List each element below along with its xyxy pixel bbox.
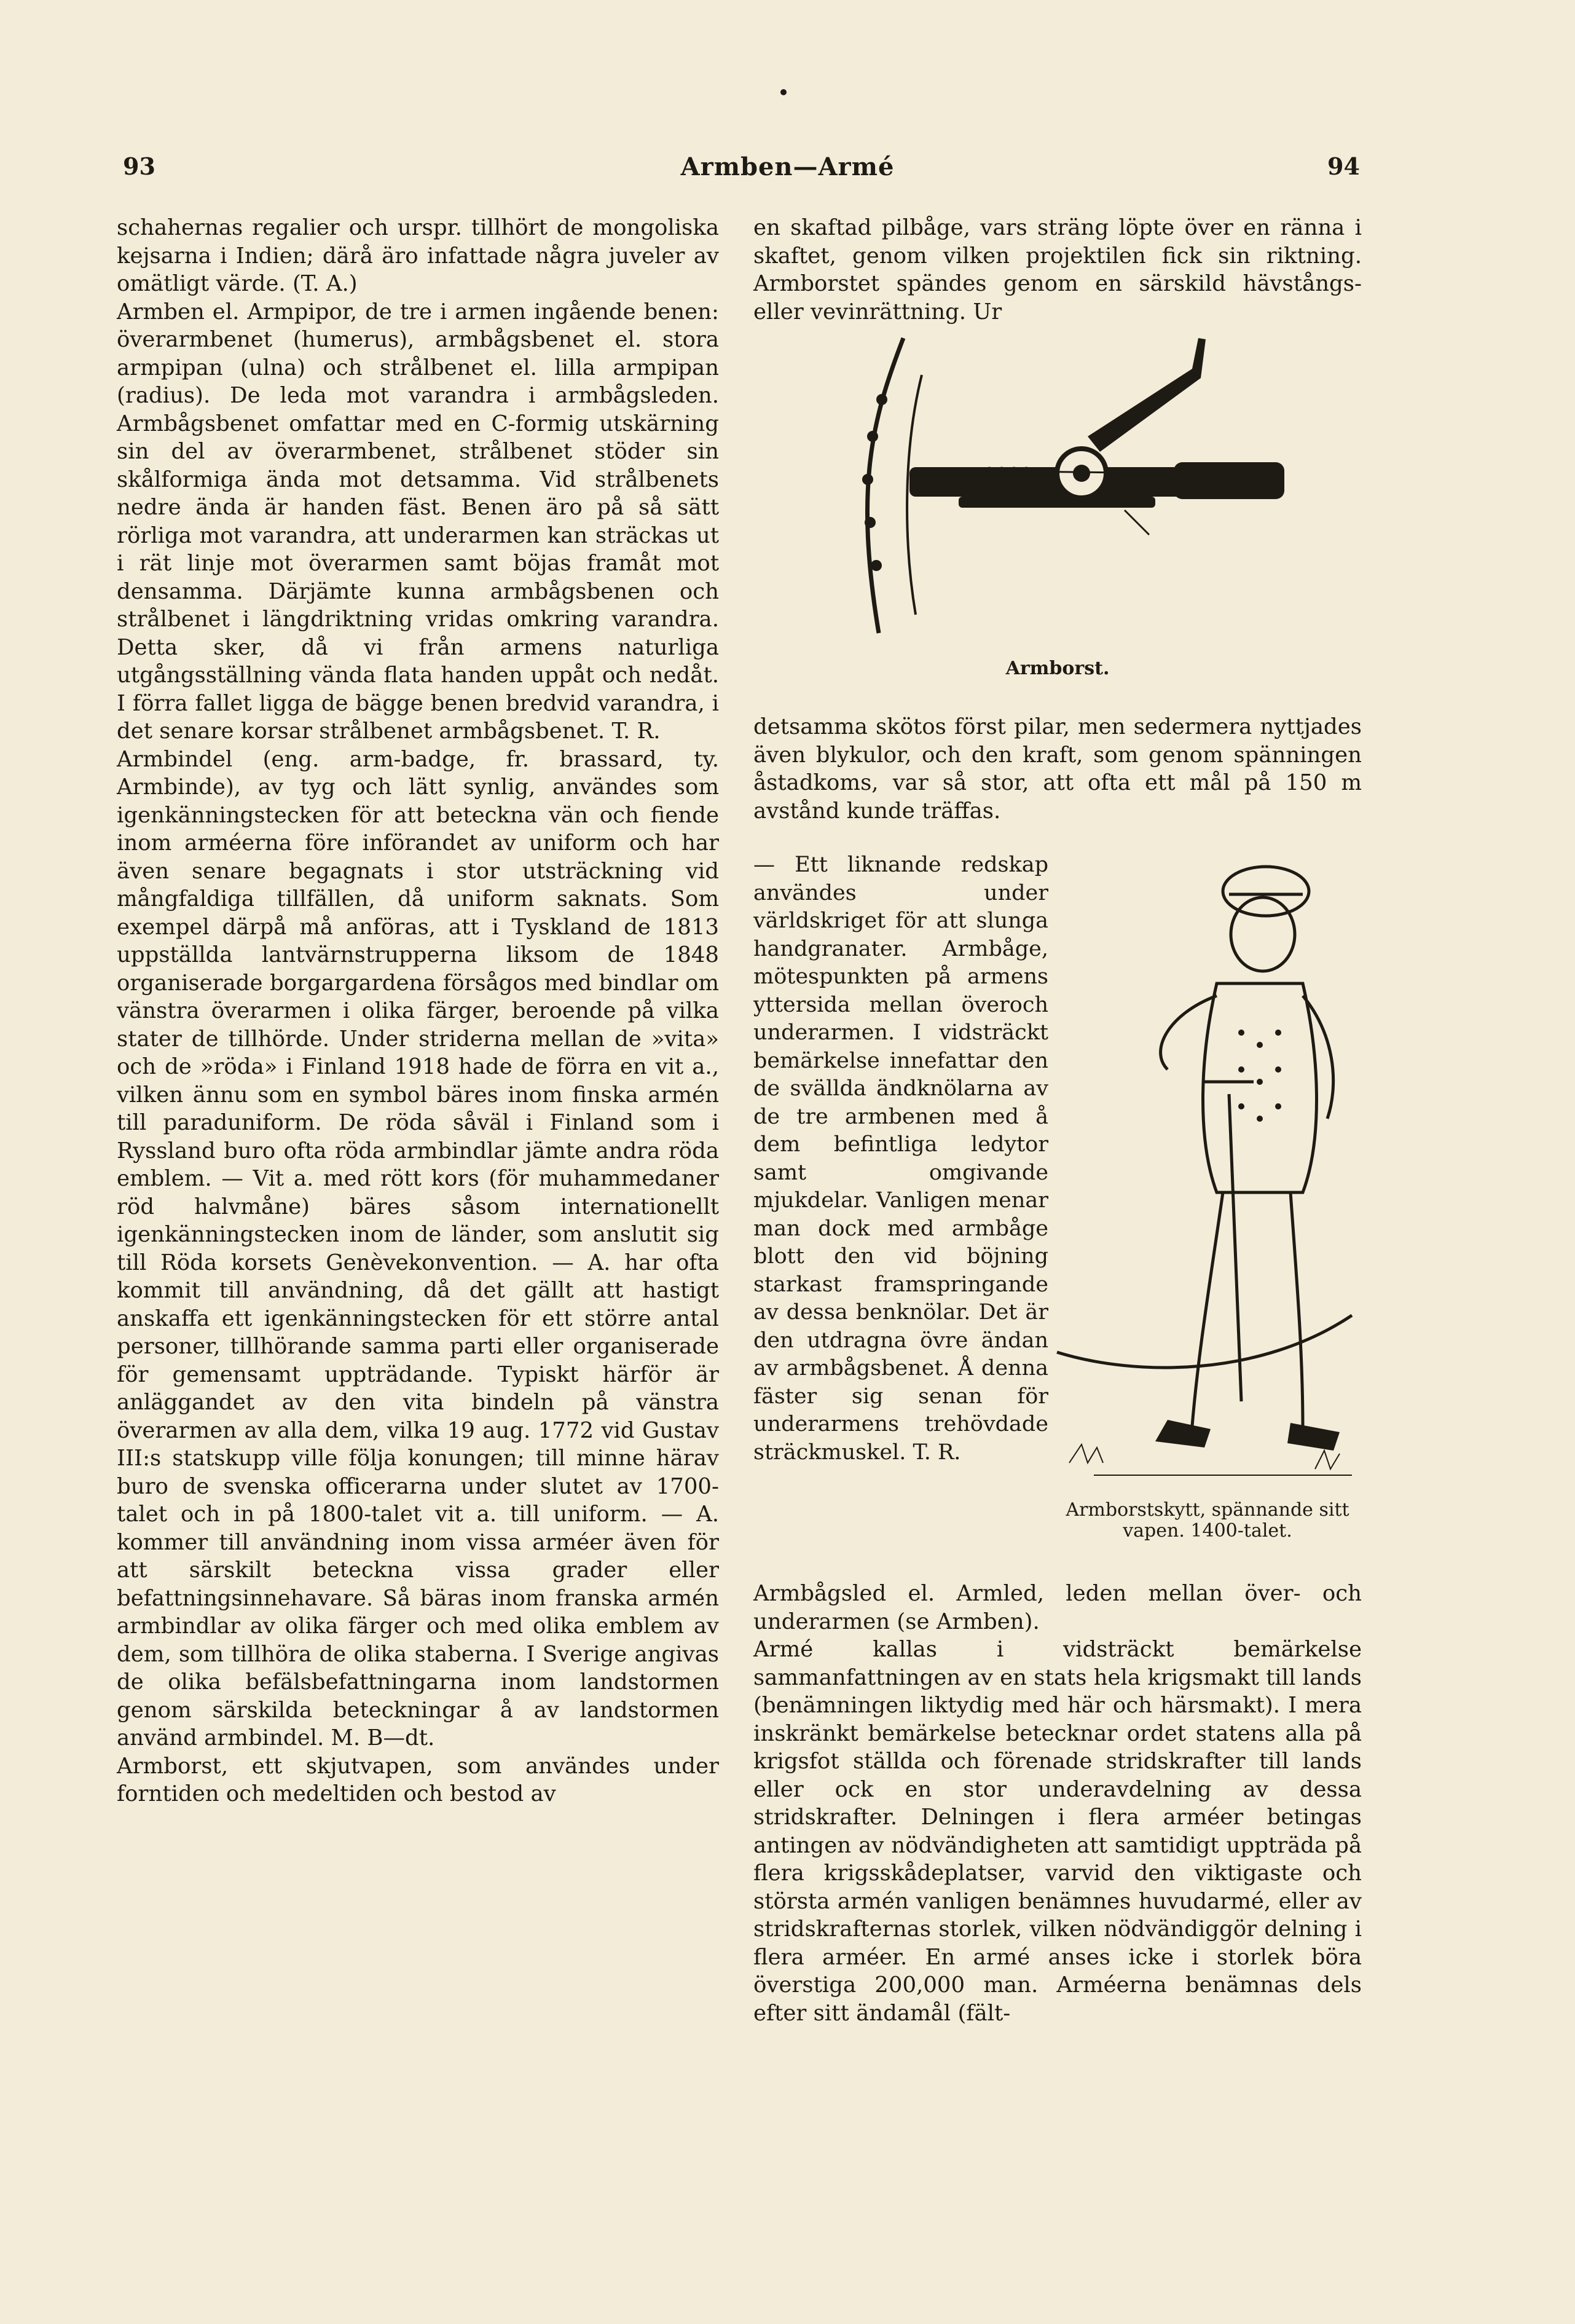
entry-armbindel: Armbindel (eng. arm-badge, fr. brassard, ty. Armbinde), av tyg och lätt synlig, användes som igenkänningstecken för att beteckna vän och fiende inom arméerna före införandet av uniform och har även senare begagnats i stor utsträckning vid mångfaldiga tillfällen, då uniform saknats. Som exempel därpå må anföras, att i Tyskland de 1813 uppställda lantvärnstrupperna liksom de 1848 organiserade borgargardena försågos med bindlar om vänstra överarmen i olika färger, beroende på vilka stater de tillhörde. Under striderna mellan de »vita» och de »röda» i Finland 1918 hade de förra en vit a., vilken ännu som en symbol bäres inom finska armén till paraduniform. De röda såväl i Finland som i Ryssland buro ofta röda armbindlar jämte andra röda emblem. — Vit a. med rött kors (för muhammedaner röd halvmåne) bäres såsom internationellt igenkänningstecken inom de länder, som anslutit sig till Röda korsets Genèvekonvention. — A. har ofta kommit till användning, då det gällt att hastigt anskaffa ett igenkänningstecken för ett större antal personer, tillhörande samma parti eller organiserade för gemensamt uppträdande. Typiskt härför är anläggandet av den vita bindeln på vänstra överarmen av alla dem, vilka 19 aug. 1772 vid Gustav III:s statskupp ville följa konungen; till minne härav buro de svenska officerarna under slutet av 1700-talet och in på 1800-talet vit a. till uniform. — A. kommer till användning inom vissa arméer även för att särskilt beteckna vissa grader eller befattningsinnehavare. Så bäras inom franska armén armbindlar av olika färger och med olika emblem av dem, som tillhöra de olika staberna. I Sverige angivas de olika befälsbefattningarna inom landstormen genom särskilda beteckningar å av landstormen använd armbindel. M. B—dt. — [117, 746, 719, 1751]
crossbow-illustration — [830, 326, 1297, 645]
right-column-middle — [753, 713, 1362, 825]
right-column-bottom — [753, 1580, 1362, 2027]
paragraph-armborst-continued: en skaftad pilbåge, vars sträng löpte över en ränna i skaftet, genom vilken projektilen fick sin riktning. Armborstet spändes genom en särskild hävstångs- eller vevinrättning. Ur — [753, 215, 1362, 325]
entry-arme: Armé kallas i vidsträckt bemärkelse sammanfattningen av en stats hela krigsmakt till lands (benämningen liktydig med här och härsmakt). I mera inskränkt bemärkelse betecknar ordet statens alla på krigsfot ställda och förenade stridskrafter till lands eller ock en stor underavdelning av dessa stridskrafter. Delningen i flera arméer betingas antingen av nödvändigheten att samtidigt uppträda på flera krigsskådeplatser, varvid den viktigaste och största armén vanligen benämnes huvudarmé, eller av stridskrafternas storlek, vilken nödvändiggör delning i flera arméer. En armé anses icke i storlek böra överstiga 200,000 man. Arméerna benämnas dels efter sitt ändamål (fält- — [753, 1637, 1362, 2026]
paragraph-armbage: — Ett liknande redskap användes under världskriget för att slunga handgranater. Armbåge, mötespunkten på armens yttersida mellan överoch underarmen. I vidsträckt bemärkelse innefattar den de svällda ändknölarna av de tre armbenen med å dem befintliga ledytor samt omgivande mjukdelar. Vanligen menar man dock med armbåge blott den vid böjning starkast framspringande av dessa benknölar. Det är den utdragna övre ändan av armbågsbenet. Å denna fäster sig senan för underarmens trehövdade sträckmuskel. T. R. — [753, 853, 1048, 1465]
crossbowman-illustration — [1045, 848, 1364, 1487]
entry-armborst: Armborst, ett skjutvapen, som användes under forntiden och medeltiden och bestod av — [117, 1753, 719, 1806]
left-column — [117, 214, 719, 1808]
crossbowman-caption: Armborstskytt, spännande sitt vapen. 1400-talet. — [1066, 1499, 1349, 1542]
crossbow-caption: Armborst. — [1005, 658, 1110, 679]
paragraph-schahernas: schahernas regalier och urspr. tillhört de mongoliska kejsarna i Indien; därå äro infattade några juveler av omätligt värde. (T. A.) — [117, 215, 719, 296]
paragraph-armborst-projectiles: detsamma skötos först pilar, men sedermera nyttjades även blykulor, och den kraft, som genom spänningen åstadkoms, var så stor, att ofta ett mål på 150 m avstånd kunde träffas. — [753, 714, 1362, 824]
right-column-narrow — [753, 851, 1048, 1467]
running-head: Armben—Armé — [680, 152, 895, 181]
right-column-top — [753, 214, 1362, 326]
page-number-right: 94 — [1327, 152, 1360, 180]
print-mark — [780, 89, 787, 95]
entry-armbagsled: Armbågsled el. Armled, leden mellan över- och underarmen (se Armben). — [753, 1581, 1362, 1634]
entry-armben: Armben el. Armpipor, de tre i armen ingående benen: överarmbenet (humerus), armbågsbenet el. stora armpipan (ulna) och strålbenet el. lilla armpipan (radius). De leda mot varandra i armbågsleden. Armbågsbenet omfattar med en C-formig utskärning sin del av överarmbenet, strålbenet stöder sin skålformiga ända mot detsamma. Vid strålbenets nedre ända är handen fäst. Benen äro på så sätt rörliga mot varandra, att underarmen kan sträckas ut i rät linje mot överarmen samt böjas framåt mot densamma. Därjämte kunna armbågsbenen och strålbenet i längdriktning vridas omkring varandra. Detta sker, då vi från armens naturliga utgångsställning vända flata handen uppåt och nedåt. I förra fallet ligga de bägge benen bredvid varandra, i det senare korsar strålbenet armbågsbenet. T. R. — [117, 299, 719, 744]
page-number-left: 93 — [123, 152, 155, 180]
